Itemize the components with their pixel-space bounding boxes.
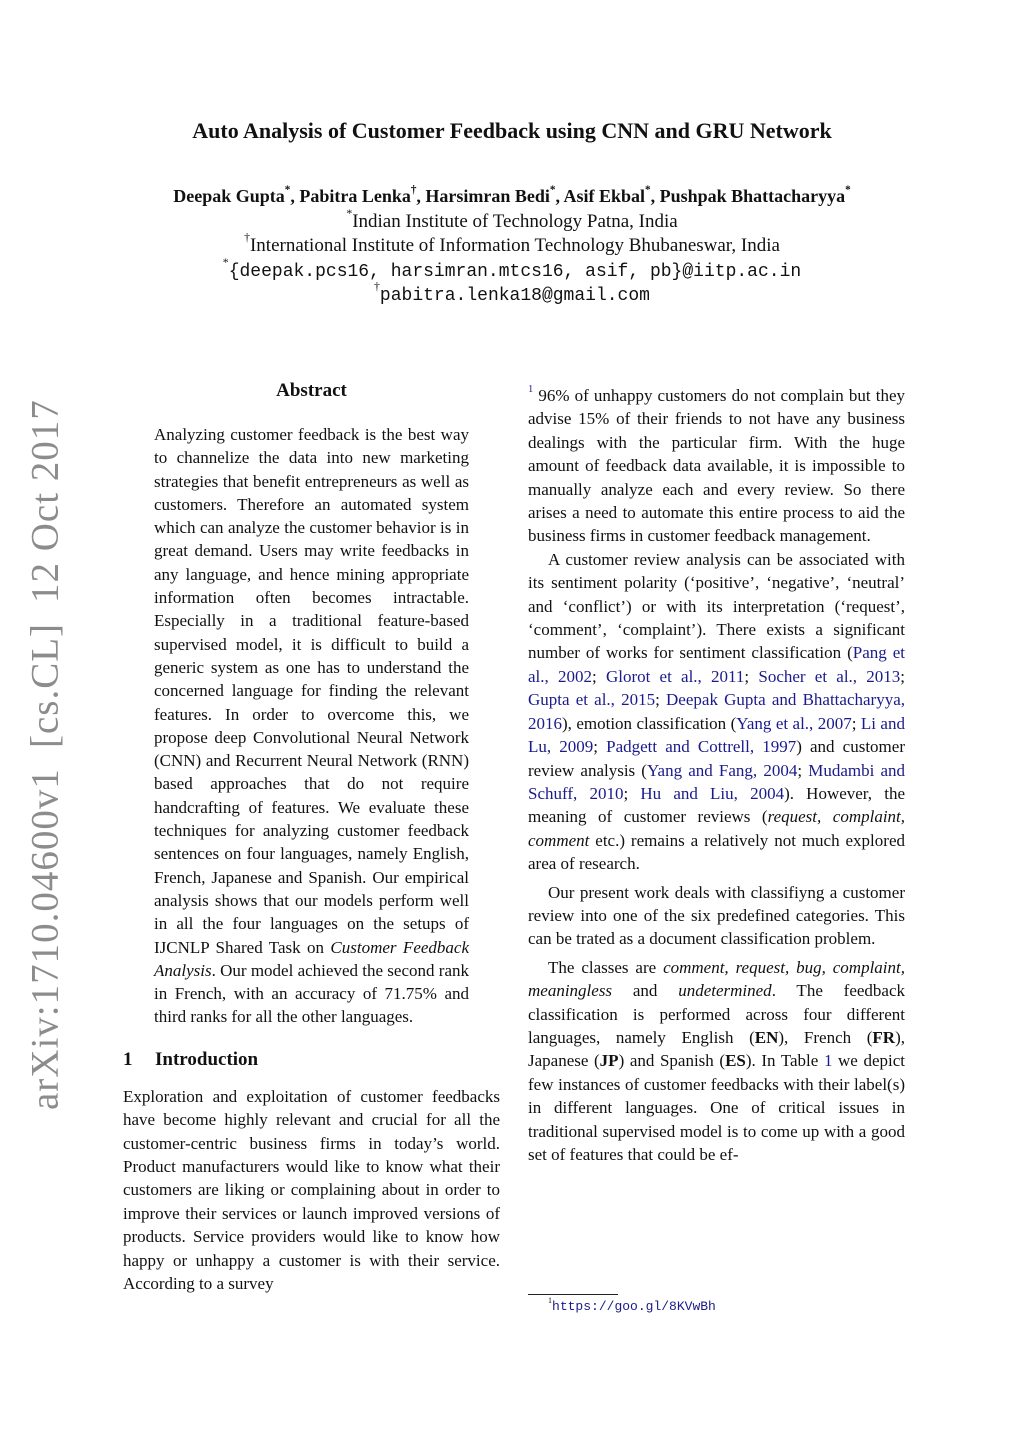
author-name: Pabitra Lenka — [299, 186, 411, 206]
arxiv-id: arXiv:1710.04600v1 — [23, 768, 67, 1111]
intro-paragraph-1: Exploration and exploitation of customer feedbacks have become highly relevant and crucial for all the customer-centric business firms in today’s world. Product manufacturers would like to know what their customers are liking or complaining about in order to improve their services or launch improved versions of products. Service providers would like to know how happy or unhappy a customer is with their service. According to a survey — [123, 1086, 500, 1293]
intro-paragraph-1-continued: $^1$ 96% of unhappy customers do not complain but they advise 15% of their friends to not have any business dealings with the particular firm. With the huge amount of feedback data available, it is impossible to manually analyze each and every review. So there arises a need to automate this entire process to aid the business firms in customer feedback management. — [528, 384, 905, 546]
affiliation-iiit-bhubaneswar: †International Institute of Information Technology Bhubaneswar, India — [244, 231, 780, 256]
intro-paragraph-2: A customer review analysis can be associated with its sentiment polarity (‘positive’, ‘negative’, ‘neutral’ and ‘conflict’) or with its interpretation (‘request’, ‘comment’, ‘complaint’). There exists a significant number of works for sentiment classification (Pang et al., 2002; Glorot et al., 2011; Socher et al., 2013; Gupta et al., 2015; Deepak Gupta and Bhattacharyya, 2016), emotion classification (Yang et al., 2007; Li and Lu, 2009; Padgett and Cottrell, 1997) and customer review analysis (Yang and Fang, 2004; Mudambi and Schuff, 2010; Hu and Liu, 2004). However, the meaning of customer reviews (request, complaint, comment etc.) remains a relatively not much explored area of research. — [528, 549, 906, 874]
footnote-url-link[interactable]: https://goo.gl/8KVwBh — [552, 1299, 716, 1314]
citation-link[interactable]: Glorot et al., 2011 — [605, 666, 745, 686]
intro-paragraph-3: Our present work deals with classifiyng a customer review into one of the six predefined categories. This can be trated as a document classification problem. — [528, 882, 905, 949]
section-heading-introduction: 1 Introduction — [123, 1048, 259, 1070]
email-iitp: *{deepak.pcs16, harsimran.mtcs16, asif, pb}@iitp.ac.in — [222, 256, 802, 282]
left-column — [123, 380, 500, 1295]
author-name: Harsimran Bedi — [425, 186, 550, 206]
citation-link[interactable]: Yang and Fang, 2004 — [646, 760, 798, 780]
footnote-ref[interactable]: 1 — [528, 384, 534, 396]
table-ref-link[interactable]: 1 — [823, 1051, 833, 1071]
arxiv-category: [cs.CL] — [23, 623, 67, 749]
paper-title: Auto Analysis of Customer Feedback using CNN and GRU Network — [192, 118, 832, 143]
citation-link[interactable]: Hu and Liu, 2004 — [640, 783, 785, 803]
intro-paragraph-4: The classes are comment, request, bug, complaint, meaningless and undetermined. The feedback classification is performed across four different languages, namely English (EN), French (FR), Japanese (JP) and Spanish (ES). In Table 1 we depict few instances of customer feedbacks with their label(s) in different languages. One of critical issues in traditional supervised model is to come up with a good set of features that could be ef- — [528, 957, 906, 1164]
abstract-text: Analyzing customer feedback is the best way to channelize the data into new marketing strategies that benefit entrepreneurs as well as customers. Therefore an automated system which can analyze the customer behavior is in great demand. Users may write feedbacks in any language, and hence mining appropriate information often becomes intractable. Especially in a traditional feature-based supervised model, it is difficult to build a generic system as one has to understand the concerned language for finding the relevant features. In order to overcome this, we propose deep Convolutional Neural Network (CNN) and Recurrent Neural Network (RNN) based approaches that do not require handcrafting of features. We evaluate these techniques for analyzing customer feedback sentences on four languages, namely English, French, Japanese and Spanish. Our empirical analysis shows that our models perform well in all the four languages on the setups of IJCNLP Shared Task on Customer Feedback Analysis. Our model achieved the second rank in French, with an accuracy of 71.75% and third ranks for all the other languages. — [154, 425, 469, 1027]
footnote: $^1$https://goo.gl/8KVwBh — [548, 1296, 716, 1314]
abstract-heading: Abstract — [276, 380, 347, 401]
citation-link[interactable]: Socher et al., 2013 — [758, 666, 901, 686]
citation-link[interactable]: Deepak Gupta and Bhattacharyya, 2016 — [528, 690, 905, 733]
citation-link[interactable]: Pang et al., 2002 — [528, 643, 905, 686]
author-name: Asif Ekbal — [563, 186, 646, 206]
citation-link[interactable]: Mudambi and Schuff, 2010 — [528, 760, 905, 803]
citation-link[interactable]: Padgett and Cottrell, 1997 — [606, 737, 797, 757]
affiliation-iit-patna: *Indian Institute of Technology Patna, India — [346, 207, 678, 232]
citation-link[interactable]: Gupta et al., 2015 — [528, 690, 656, 710]
citation-link[interactable]: Yang et al., 2007 — [736, 713, 852, 733]
author-name: Pushpak Bhattacharyya — [659, 186, 846, 206]
email-pabitra: †pabitra.lenka18@gmail.com — [374, 280, 650, 306]
arxiv-date: 12 Oct 2017 — [23, 399, 67, 604]
right-column — [528, 384, 905, 1166]
citation-link[interactable]: Li and Lu, 2009 — [528, 713, 905, 757]
author-name: Deepak Gupta — [173, 186, 285, 206]
arxiv-identifier-stamp — [14, 399, 76, 1111]
author-list: Deepak Gupta*, Pabitra Lenka†, Harsimran Bedi*, Asif Ekbal*, Pushpak Bhattacharyya* — [173, 183, 851, 206]
footnote-divider — [528, 1294, 618, 1295]
